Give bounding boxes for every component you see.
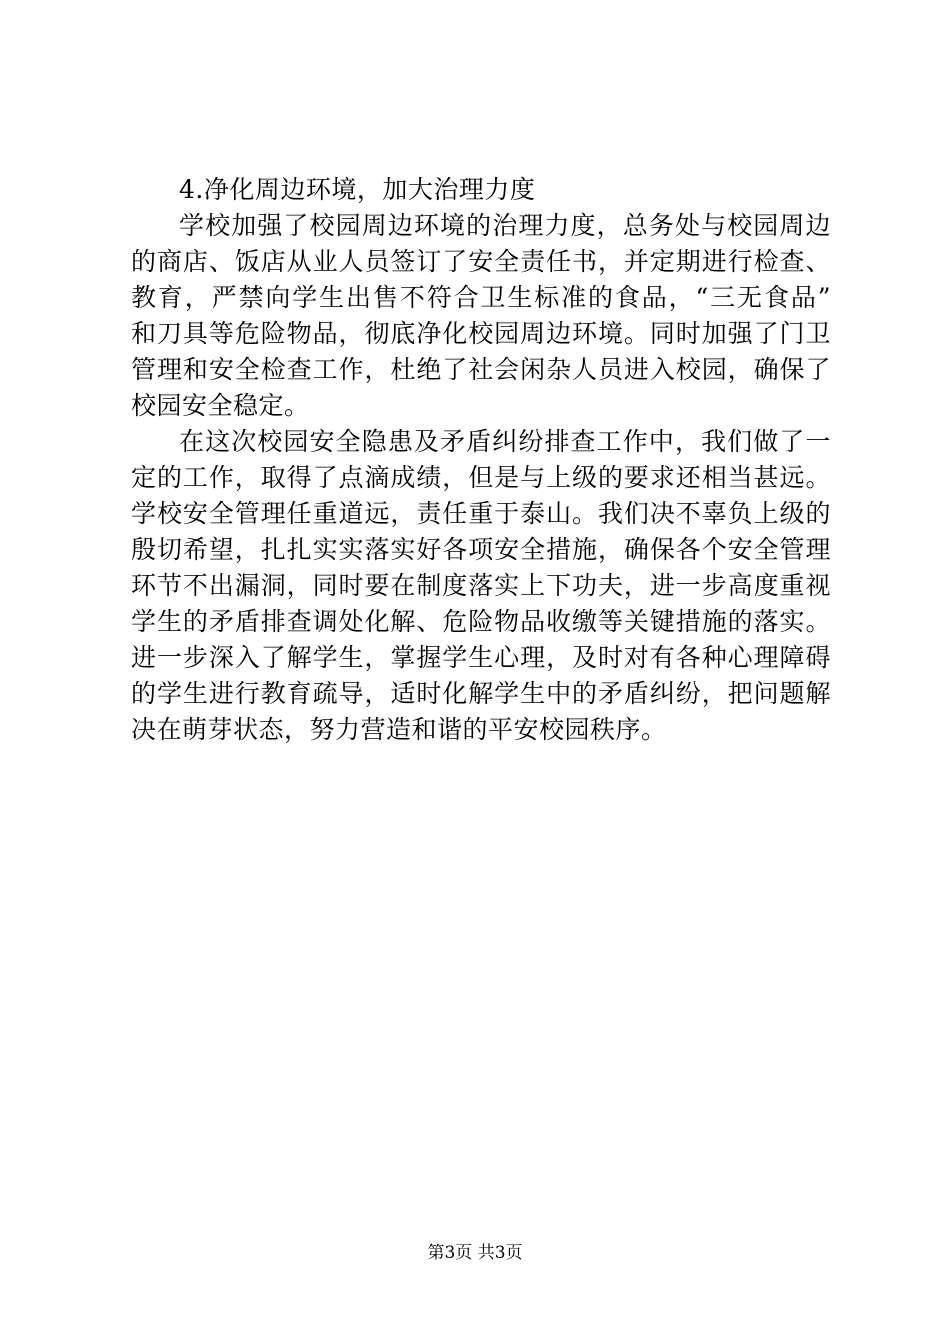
paragraph-line: 的商店、饭店从业人员签订了安全责任书，并定期进行检查、 (131, 247, 831, 276)
paragraph-line: 校园安全稳定。 (131, 391, 310, 420)
paragraph-line: 的学生进行教育疏导，适时化解学生中的矛盾纠纷，把问题解 (131, 679, 831, 708)
paragraph-line: 在这次校园安全隐患及矛盾纠纷排查工作中，我们做了一 (179, 427, 831, 456)
paragraph-line: 定的工作，取得了点滴成绩，但是与上级的要求还相当甚远。 (131, 463, 831, 492)
paragraph-line: 进一步深入了解学生，掌握学生心理，及时对有各种心理障碍 (131, 643, 831, 672)
paragraph-2 (131, 424, 831, 748)
paragraph-line: 决在萌芽状态，努力营造和谐的平安校园秩序。 (131, 715, 667, 744)
section-heading: 4.净化周边环境，加大治理力度 (179, 175, 536, 204)
document-body (131, 172, 831, 748)
paragraph-line: 学生的矛盾排查调处化解、危险物品收缴等关键措施的落实。 (131, 607, 831, 636)
paragraph-line: 管理和安全检查工作，杜绝了社会闲杂人员进入校园，确保了 (131, 355, 831, 384)
paragraph-line: 学校安全管理任重道远，责任重于泰山。我们决不辜负上级的 (131, 499, 831, 528)
paragraph-line: 环节不出漏洞，同时要在制度落实上下功夫，进一步高度重视 (131, 571, 831, 600)
paragraph-line: 和刀具等危险物品，彻底净化校园周边环境。同时加强了门卫 (131, 319, 831, 348)
page-number-footer: 第3页 共3页 (427, 1243, 523, 1263)
paragraph-1 (131, 208, 831, 424)
paragraph-line: 殷切希望，扎扎实实落实好各项安全措施，确保各个安全管理 (131, 535, 831, 564)
paragraph-line: 教育，严禁向学生出售不符合卫生标准的食品，“三无食品” (131, 283, 831, 312)
paragraph-line: 学校加强了校园周边环境的治理力度，总务处与校园周边 (179, 211, 831, 240)
